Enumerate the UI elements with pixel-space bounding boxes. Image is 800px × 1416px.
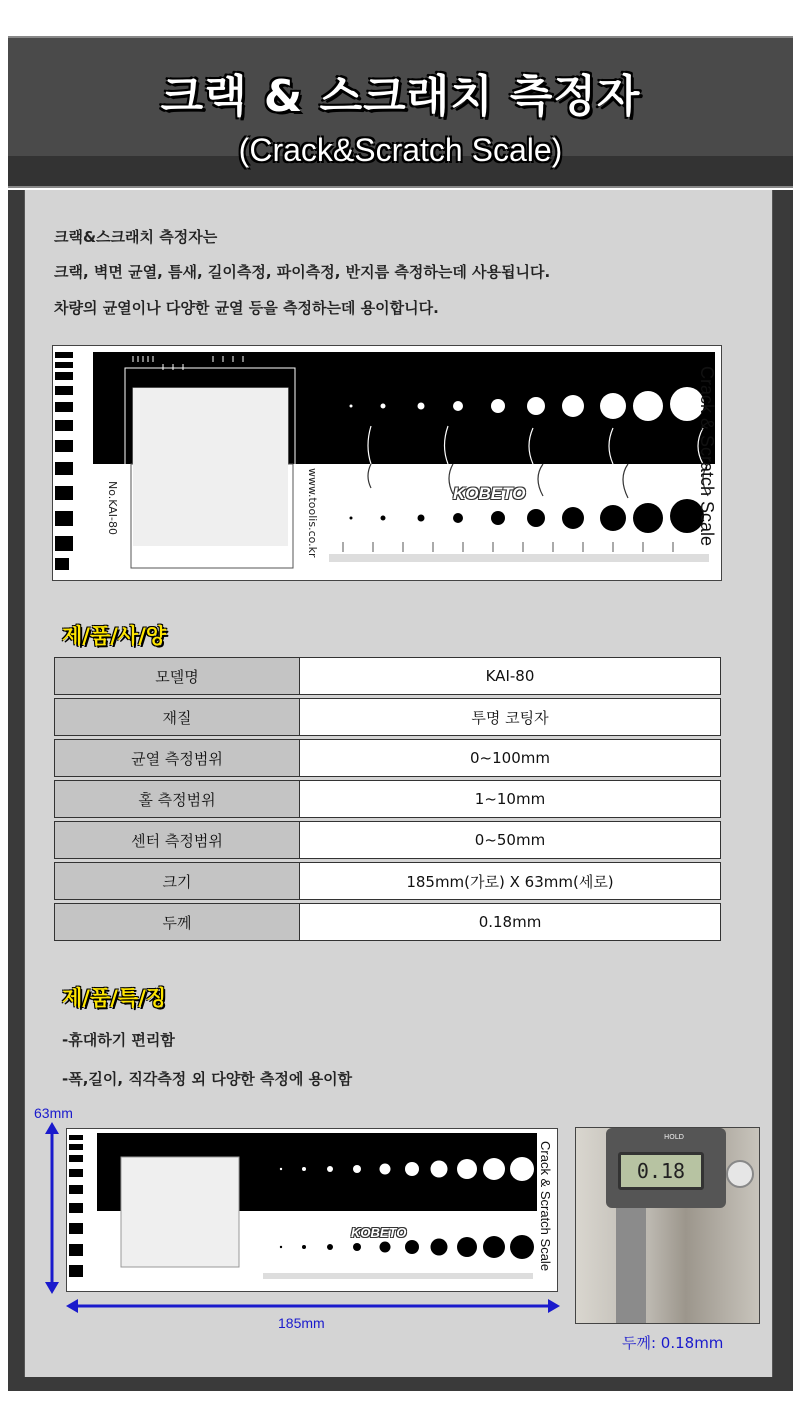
width-arrow [66, 1298, 560, 1314]
width-label: 185mm [278, 1315, 325, 1331]
scale-brand-small: KOBETO [351, 1225, 407, 1240]
frame-left [8, 190, 24, 1391]
intro-line: 차량의 균열이나 다양한 균열 등을 측정하는데 용이합니다. [54, 299, 439, 317]
spec-value: 1~10mm [474, 790, 546, 808]
table-row [54, 862, 721, 900]
scale-model: No.KAI-80 [106, 481, 119, 536]
scale-illustration [53, 346, 721, 580]
caliper-photo [575, 1127, 760, 1324]
spec-key: 재질 [55, 699, 300, 735]
spec-key: 크기 [55, 863, 300, 899]
frame-right [773, 190, 793, 1391]
table-row [54, 821, 721, 859]
scale-side-text-small: Crack & Scratch Scale [538, 1141, 553, 1272]
height-arrow [44, 1122, 60, 1294]
scale-side-text: Crack & Scratch Scale [697, 366, 717, 547]
feature-item: -폭,길이, 직각측정 외 다양한 측정에 용이함 [62, 1070, 353, 1088]
spec-value: 0~50mm [474, 831, 546, 849]
product-image [52, 345, 722, 581]
caliper-hold-label: HOLD [664, 1133, 685, 1141]
spec-value: 0.18mm [478, 913, 542, 931]
caliper-button [726, 1160, 754, 1188]
spec-table [54, 657, 721, 944]
thickness-caption: 두께: 0.18mm [622, 1334, 724, 1352]
spec-value: KAI-80 [485, 667, 535, 685]
page-subtitle: (Crack&Scratch Scale) [238, 132, 563, 168]
intro-line: 크랙, 벽면 균열, 틈새, 길이측정, 파이측정, 반지름 측정하는데 사용됩니다. [54, 263, 551, 281]
scale-brand: KOBETO [453, 484, 526, 503]
frame-bottom [24, 1377, 773, 1391]
caliper-jaw [616, 1208, 646, 1324]
features-section-title: 제/품/특/징 [62, 986, 167, 1010]
table-row [54, 698, 721, 736]
product-image-dimensioned [66, 1128, 558, 1292]
header-banner [8, 36, 793, 188]
spec-value: 투명 코팅자 [471, 708, 549, 727]
spec-key: 두께 [55, 904, 300, 940]
page-title: 크랙 & 스크래치 측정자 [160, 71, 641, 122]
table-row [54, 657, 721, 695]
table-row [54, 780, 721, 818]
intro-line: 크랙&스크래치 측정자는 [54, 228, 218, 246]
spec-key: 모델명 [55, 658, 300, 694]
feature-item: -휴대하기 편리함 [62, 1031, 175, 1049]
spec-key: 센터 측정범위 [55, 822, 300, 858]
spec-key: 균열 측정범위 [55, 740, 300, 776]
spec-value: 0~100mm [470, 749, 550, 767]
scale-url: www.toolis.co.kr [306, 468, 319, 558]
spec-value: 185mm(가로) X 63mm(세로) [406, 872, 614, 891]
table-row [54, 739, 721, 777]
height-label: 63mm [34, 1105, 73, 1121]
scale-illustration-small [67, 1129, 557, 1291]
table-row [54, 903, 721, 941]
spec-key: 홀 측정범위 [55, 781, 300, 817]
caliper-display: 0.18 [618, 1152, 704, 1190]
spec-section-title: 제/품/사/양 [62, 624, 167, 648]
